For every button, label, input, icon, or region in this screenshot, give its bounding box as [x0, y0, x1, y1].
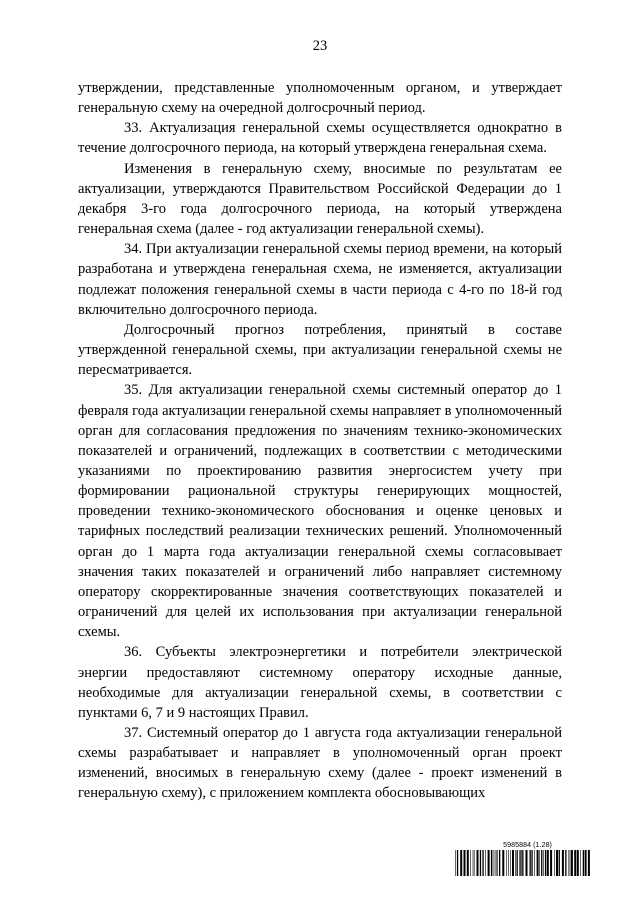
barcode-bar — [543, 850, 544, 876]
barcode-bar — [577, 850, 579, 876]
paragraph: 35. Для актуализации генеральной схемы системный оператор до 1 февраля года актуализации генеральной схемы направляет в уполномоченный орган для согласования предложения по значениям технико-экономических показателей и ограничений, подлежащих в соответствии с методическими указаниями по проектированию развития энергосистем учету при формировании рациональной структуры генерирующих мощностей, проведении технико-экономического обоснования и оценке ценовых и тарифных последствий реализации технических решений. Уполномоченный орган до 1 марта года актуализации генеральной схемы согласовывает значения таких показателей и ограничений либо направляет системному оператору скорректированные значения соответствующих показателей и ограничений для целей их использования при актуализации генеральной схемы. — [78, 382, 562, 641]
barcode-bar — [522, 850, 523, 876]
barcode-bar — [460, 850, 462, 876]
barcode-bar — [565, 850, 566, 876]
barcode-bar — [470, 850, 471, 876]
barcode-bar — [508, 850, 509, 876]
barcode-bar — [495, 850, 496, 876]
barcode-bar — [467, 850, 469, 876]
barcode-bar — [583, 850, 584, 876]
barcode-bar — [539, 850, 540, 876]
paragraph: 34. При актуализации генеральной схемы период времени, на который разработана и утверждена генеральная схема, не изменяется, актуализации подлежат положения генеральной схемы в части периода с 4-го по 18-й год включительно долгосрочного периода. — [78, 241, 562, 318]
barcode-bar — [562, 850, 564, 876]
barcode-bar — [488, 850, 490, 876]
barcode-bar — [519, 850, 520, 876]
barcode-bar — [569, 850, 570, 876]
barcode-bar — [493, 850, 494, 876]
barcode-bar — [545, 850, 546, 876]
barcode-bar — [499, 850, 500, 876]
barcode-bar — [530, 850, 531, 876]
barcode-graphic — [455, 850, 590, 876]
barcode-bar — [574, 850, 576, 876]
barcode-bar — [537, 850, 539, 876]
barcode-bar — [559, 850, 560, 876]
barcode-bar — [506, 850, 507, 876]
barcode-bar — [585, 850, 587, 876]
barcode-bar — [554, 850, 555, 876]
barcode-bar — [482, 850, 483, 876]
barcode-bar — [497, 850, 498, 876]
barcode-bar — [517, 850, 518, 876]
barcode-bar — [556, 850, 558, 876]
barcode-code-label: 5985884 (1.28) — [503, 842, 552, 849]
page-number: 23 — [312, 38, 328, 54]
barcode-bar — [570, 850, 571, 876]
barcode-bar — [510, 850, 511, 876]
barcode-bar — [502, 850, 504, 876]
paragraph: Изменения в генеральную схему, вносимые по результатам ее актуализации, утверждаются Правительством Российской Федерации до 1 декабря 3-го года долгосрочного периода, на который утверждена генеральная схема (далее - год актуализации генеральной схемы). — [78, 160, 562, 238]
document-body — [78, 78, 562, 804]
barcode-bar — [531, 850, 532, 876]
barcode-bar — [512, 850, 514, 876]
barcode-bar — [534, 850, 535, 876]
barcode-bar — [580, 850, 581, 876]
barcode-bar — [485, 850, 486, 876]
barcode-bar — [526, 850, 528, 876]
barcode-bar — [474, 850, 475, 876]
paragraph: утверждении, представленные уполномоченным органом, и утверждает генеральную схему на очередной долгосрочный период. — [78, 80, 562, 117]
paragraph: 37. Системный оператор до 1 августа года актуализации генеральной схемы разрабатывает и направляет в уполномоченный орган проект изменений, вносимых в генеральную схему (далее - проект изменений в генеральную схему), с приложением комплекта обосновывающих — [78, 725, 562, 802]
barcode-bar — [588, 850, 590, 876]
barcode-bar — [496, 850, 497, 876]
barcode-bar — [541, 850, 542, 876]
barcode-bar — [455, 850, 456, 876]
barcode-bar — [477, 850, 479, 876]
paragraph: 36. Субъекты электроэнергетики и потребители электрической энергии предоставляют системному оператору исходные данные, необходимые для актуализации генеральной схемы, в соответствии с пунктами 6, 7 и 9 настоящих Правил. — [78, 644, 562, 721]
barcode-bar — [473, 850, 474, 876]
barcode-bar — [464, 850, 466, 876]
document-barcode-block — [455, 842, 590, 876]
barcode-bar — [547, 850, 549, 876]
barcode-bar — [520, 850, 521, 876]
paragraph: Долгосрочный прогноз потребления, принятый в составе утвержденной генеральной схемы, при актуализации генеральной схемы не пересматривается. — [78, 321, 562, 379]
barcode-bar — [571, 850, 573, 876]
barcode-bar — [550, 850, 552, 876]
barcode-bar — [491, 850, 492, 876]
barcode-bar — [515, 850, 516, 876]
barcode-bar — [480, 850, 481, 876]
paragraph: 33. Актуализация генеральной схемы осуществляется однократно в течение долгосрочного периода, на который утверждена генеральная схема. — [78, 120, 562, 157]
barcode-bar — [457, 850, 458, 876]
